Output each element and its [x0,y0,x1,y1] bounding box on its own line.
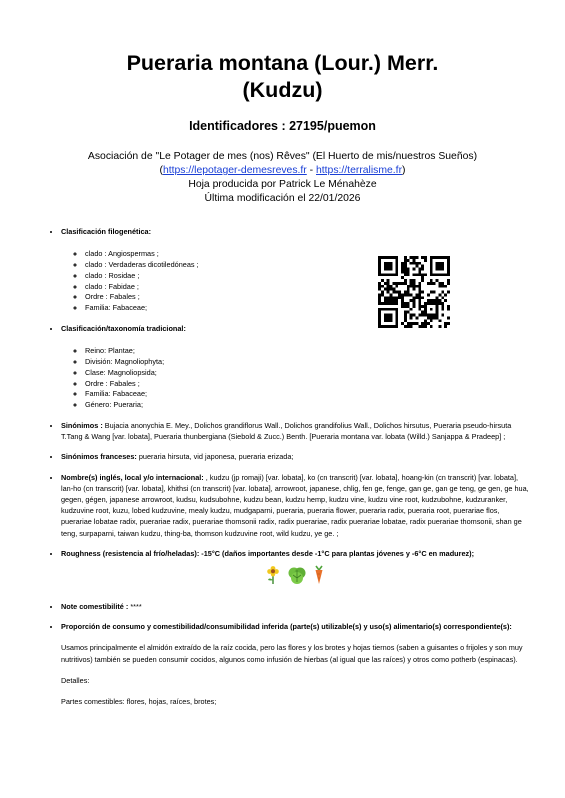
produced-by: Hoja producida por Patrick Le Ménahèze [188,179,377,190]
roughness-text: Roughness (resistencia al frío/heladas): -15°C (daños importantes desde -1°C para plantas jóvenes y -6°C en madurez); [61,548,475,558]
common-names-label: Nombre(s) inglés, local y/o internacional: [61,472,204,482]
list-item: ◦ clado : Rosidae ; [85,271,530,282]
association-name: Asociación de "Le Potager de mes (nos) Rêves" (El Huerto de mis/nuestros Sueños) [87,151,478,162]
paren-open: ( [159,165,163,176]
consumption-heading: Proporción de consumo y comestibilidad/consumibilidad inferida (parte(s) utilizable(s) y uso(s) alimentario(s) correspondiente(s): [61,622,512,632]
common-names-text: , kudzu (jp romaji) [var. lobata], ko (cn transcrit) [var. lobata], hoang-kin (cn transcrit) [var. lobata], lan-ho (cn transcrit) [var. lobata], khithsi (cn transcrit) [var. lobata], arrowroot, japanese, chlig, fen ge, fenge, gan ge, gan ge teng, ge gen, ge hua, gegen, gégen, japanese arrowroot, kudsu, kudsubohne, kudzu bean, kudzu hemp, kudzu vine, kudzu vine root, kudzubohne, kudzuranker, kudzuvine root, kuzu, lobed kudzuvine, mealy kudzu, mudgaparni, pueraria, pueraria flower, pueraria radix, pueraria root, puerariae flos, puerariae lobatae radix, puerariae radix, puerariae thomsonii radix, radix puerariae, radix puerariae lobatae, radix puerariae thomsonii, shan ge teng, surpaparni, taiwan kudzu, thing-ba, thomson kudzuvine root, wild kudzu, ye ge. ; [61,472,529,538]
page-title [40,50,525,104]
link-separator: - [306,165,316,176]
section-phylogenetic [61,226,530,314]
list-item: ◦ Ordre : Fabales ; [85,292,530,303]
link-terralisme[interactable]: https://terralisme.fr [316,165,403,176]
list-item: ◦ clado : Angiospermas ; [85,249,530,260]
section-traditional [61,323,530,411]
list-item: ◦ División: Magnoliophyta; [85,357,530,368]
consumption-paragraph: Usamos principalmente el almidón extraído de la raíz cocida, pero las flores y los brotes y hojas tiernos (saben a guisantes o frijoles y son muy nutritivos) también se pueden consumir cocidos, algunos como infusión de hierbas (al igual que las raíces) y otros como potherb (espinacas). [61,643,523,664]
french-synonyms-text: pueraria hirsuta, vid japonesa, pueraria erizada; [136,452,294,462]
list-item: ◦ Clase: Magnoliopsida; [85,368,530,379]
section-roughness [61,548,530,589]
list-item: ◦ Género: Pueraria; [85,400,530,411]
traditional-list [61,346,530,411]
synonyms-text: Bujacia anonychia E. Mey., Dolichos grandiflorus Wall., Dolichos grandifolius Wall., Dolichos hirsutus, Pueraria pseudo-hirsuta T.Tang & Wang [var. lobata], Pueraria thunbergiana (Siebold & Zucc.) Benth. [Pueraria montana var. lobata (Willd.) Sanjappa & Pradeep] ; [61,420,512,442]
last-modified: Última modificación el 22/01/2026 [204,193,361,204]
edible-parts-icons [61,565,530,589]
list-item: ◦ clado : Verdaderas dicotiledóneas ; [85,260,530,271]
link-lepotager[interactable]: https://lepotager-demesreves.fr [162,165,307,176]
french-synonyms-label: Sinónimos franceses: [61,452,137,462]
phylogenetic-list [61,249,530,314]
section-synonyms [61,420,530,442]
list-item: ◦ clado : Fabidae ; [85,282,530,293]
note-value: **** [128,602,142,611]
list-item: ◦ Ordre : Fabales ; [85,379,530,390]
association-links [20,164,545,178]
edible-parts: Partes comestibles: flores, hojas, raíces, brotes; [61,697,217,707]
list-item: ◦ Familia: Fabaceae; [85,303,530,314]
flower-icon [265,565,281,585]
identifiers: Identificadores : 27195/puemon [189,119,376,133]
synonyms-label: Sinónimos : [61,420,103,430]
traditional-heading: Clasificación/taxonomía tradicional: [61,323,186,333]
title-line-1: Pueraria montana (Lour.) Merr. [126,51,439,75]
note-label: Note comestibilité : [61,602,129,611]
list-item: ◦ Reino: Plantae; [85,346,530,357]
section-consumption [61,621,530,707]
content [50,226,530,716]
paren-close: ) [402,165,406,176]
section-edibility-note [61,601,530,612]
phylogenetic-heading: Clasificación filogenética: [61,227,152,236]
list-item: ◦ Familia: Fabaceae; [85,389,530,400]
title-line-2: (Kudzu) [242,78,323,102]
details-label: Detalles: [61,675,90,685]
root-icon [312,565,326,585]
leaf-icon [286,565,308,585]
association-block [20,150,545,206]
section-common-names [61,472,530,539]
sections-list [50,226,530,707]
section-french-synonyms [61,451,530,462]
